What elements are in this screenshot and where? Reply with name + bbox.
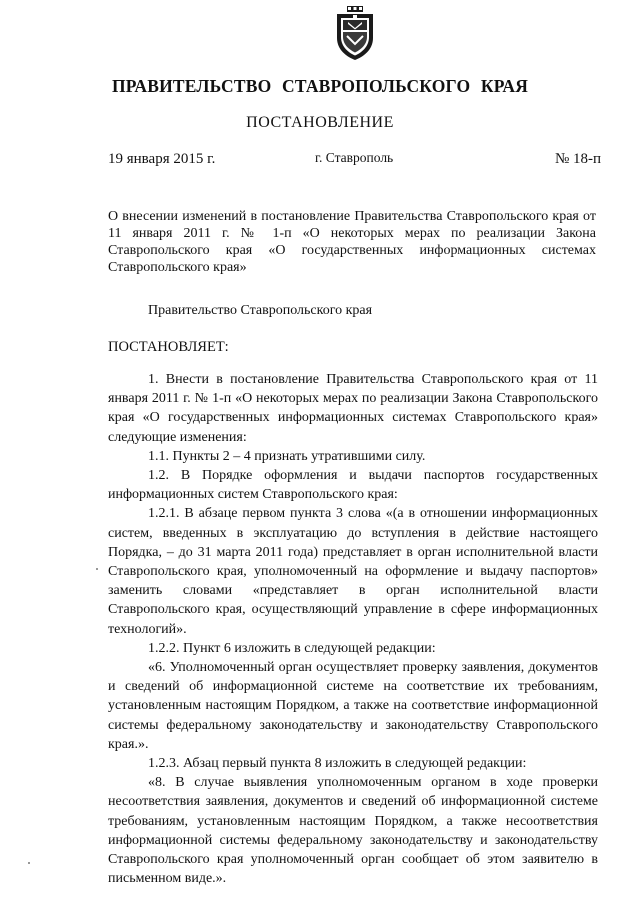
document-date: 19 января 2015 г.	[108, 151, 216, 167]
coat-of-arms-icon	[334, 6, 376, 60]
preamble-subject: Правительство Ставропольского края	[148, 303, 373, 318]
document-city: г. Ставрополь	[315, 150, 394, 165]
body-paragraph: «6. Уполномоченный орган осуществляет проверку заявления, документов и сведений об информационной системе на соответствие их требованиям, установленным настоящим Порядком, а также на соответствие информационной системы федеральному законодательству и законодательству Ставропольского края.».	[108, 660, 598, 752]
scan-speck	[96, 568, 98, 570]
scan-speck	[28, 862, 30, 864]
body-paragraph: 1.2.3. Абзац первый пункта 8 изложить в следующей редакции:	[148, 756, 527, 772]
document-number: № 18-п	[555, 151, 602, 167]
body-paragraph: 1.2.1. В абзаце первом пункта 3 слова «(а в отношении информационных систем, введенных в эксплуатацию до вступления в действие настоящего Порядка, – до 31 марта 2011 года) представляет в орган исполнительной власти Ставропольского края, уполномоченный на оформление и выдачу паспортов» заменить словами «представляет в орган исполнительной власти Ставропольского края, осуществляющий управление в сфере информационных технологий».	[108, 506, 598, 637]
decree-word: ПОСТАНОВЛЯЕТ:	[108, 339, 229, 355]
document-subject: О внесении изменений в постановление Правительства Ставропольского края от 11 января 2011 г. № 1-п «О некоторых мерах по реализации Закона Ставропольского края «О государственных информационных системах Ставропольского края»	[108, 209, 596, 275]
organization-title: ПРАВИТЕЛЬСТВО СТАВРОПОЛЬСКОГО КРАЯ	[111, 76, 529, 96]
body-paragraph: 1.2.2. Пункт 6 изложить в следующей редакции:	[148, 640, 436, 656]
document-type: ПОСТАНОВЛЕНИЕ	[246, 114, 394, 131]
body-paragraph: «8. В случае выявления уполномоченным органом в ходе проверки несоответствия заявления, документов и сведений об информационной системе требованиям, установленным настоящим Порядком, а также несоответствия информационной системы федеральному законодательству и законодательству Ставропольского края уполномоченный орган сообщает об этом заявителю в письменном виде.».	[108, 775, 598, 887]
document-body	[108, 370, 598, 888]
body-paragraph: 1.2. В Порядке оформления и выдачи паспортов государственных информационных систем Ставропольского края:	[108, 468, 598, 503]
body-paragraph: 1.1. Пункты 2 – 4 признать утратившими силу.	[148, 448, 426, 464]
body-paragraph: 1. Внести в постановление Правительства Ставропольского края от 11 января 2011 г. № 1-п «О некоторых мерах по реализации Закона Ставропольского края «О государственных информационных системах Ставропольского края» следующие изменения:	[108, 372, 598, 445]
